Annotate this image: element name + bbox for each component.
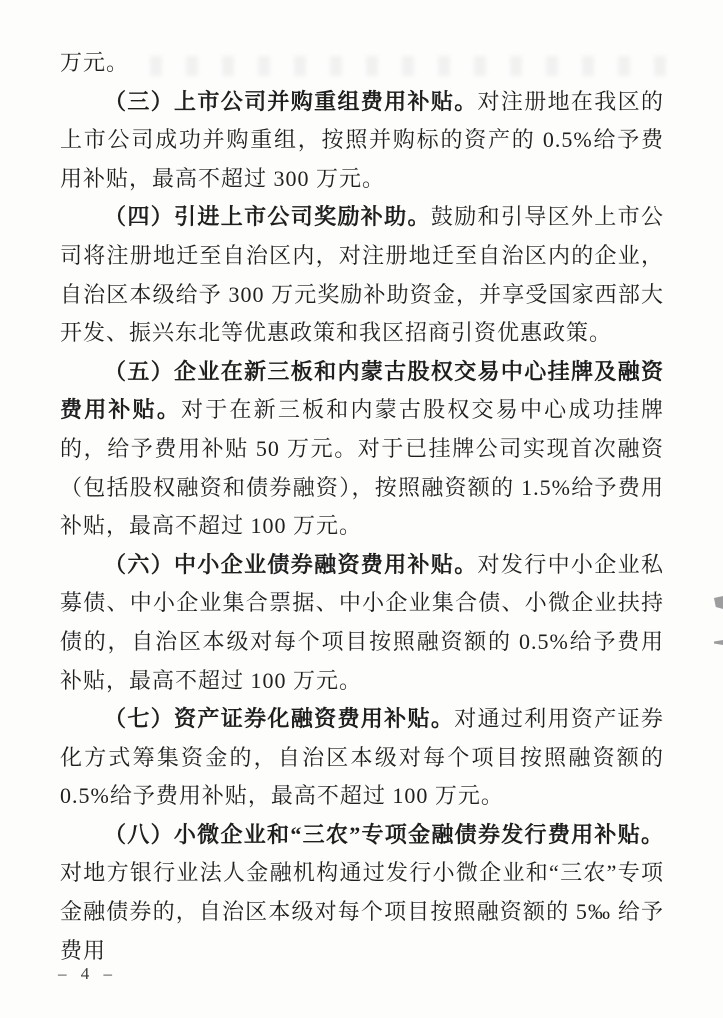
continuation-text: 万元。 (60, 50, 130, 75)
scan-edge-smudge (714, 640, 723, 645)
section-8-body: 对地方银行业法人金融机构通过发行小微企业和“三农”专项金融债券的，自治区本级对每个项目按照融资额的 5‰ 给予费用 (60, 860, 664, 963)
section-8-heading: （八）小微企业和“三农”专项金融债券发行费用补贴。 (104, 821, 664, 847)
paragraph-section-7 (60, 700, 664, 816)
paragraph-section-6 (60, 546, 664, 700)
section-7-body: 对通过利用资产证券化方式筹集资金的，自治区本级对每个项目按照融资额的 0.5%给予费用补贴，最高不超过 100 万元。 (60, 706, 664, 809)
document-body (60, 44, 664, 970)
section-5-body: 对于在新三板和内蒙古股权交易中心成功挂牌的，给予费用补贴 50 万元。对于已挂牌公司实现首次融资（包括股权融资和债券融资），按照融资额的 1.5%给予费用补贴，最高不超过 100 万元。 (60, 397, 664, 539)
section-5-heading: （五）企业在新三板和内蒙古股权交易中心挂牌及融资费用补贴。 (60, 358, 664, 423)
section-6-heading: （六）中小企业债券融资费用补贴。 (104, 551, 478, 577)
scan-edge-smudge (714, 596, 723, 609)
section-4-heading: （四）引进上市公司奖励补助。 (104, 204, 431, 230)
paragraph-section-3 (60, 83, 664, 199)
paragraph-section-4 (60, 198, 664, 352)
page-number: – 4 – (58, 964, 117, 983)
section-4-body: 鼓励和引导区外上市公司将注册地迁至自治区内，对注册地迁至自治区内的企业，自治区本级给予 300 万元奖励补助资金，并享受国家西部大开发、振兴东北等优惠政策和我区招商引资优惠政策。 (60, 204, 664, 346)
paragraph-continuation (60, 44, 664, 83)
paragraph-section-8 (60, 816, 664, 970)
paragraph-section-5 (60, 353, 664, 546)
section-3-heading: （三）上市公司并购重组费用补贴。 (104, 88, 478, 114)
section-6-body: 对发行中小企业私募债、中小企业集合票据、中小企业集合债、小微企业扶持债的，自治区本级对每个项目按照融资额的 0.5%给予费用补贴，最高不超过 100 万元。 (60, 551, 664, 693)
section-3-body: 对注册地在我区的上市公司成功并购重组，按照并购标的资产的 0.5%给予费用补贴，最高不超过 300 万元。 (60, 88, 664, 191)
section-7-heading: （七）资产证券化融资费用补贴。 (104, 706, 455, 732)
